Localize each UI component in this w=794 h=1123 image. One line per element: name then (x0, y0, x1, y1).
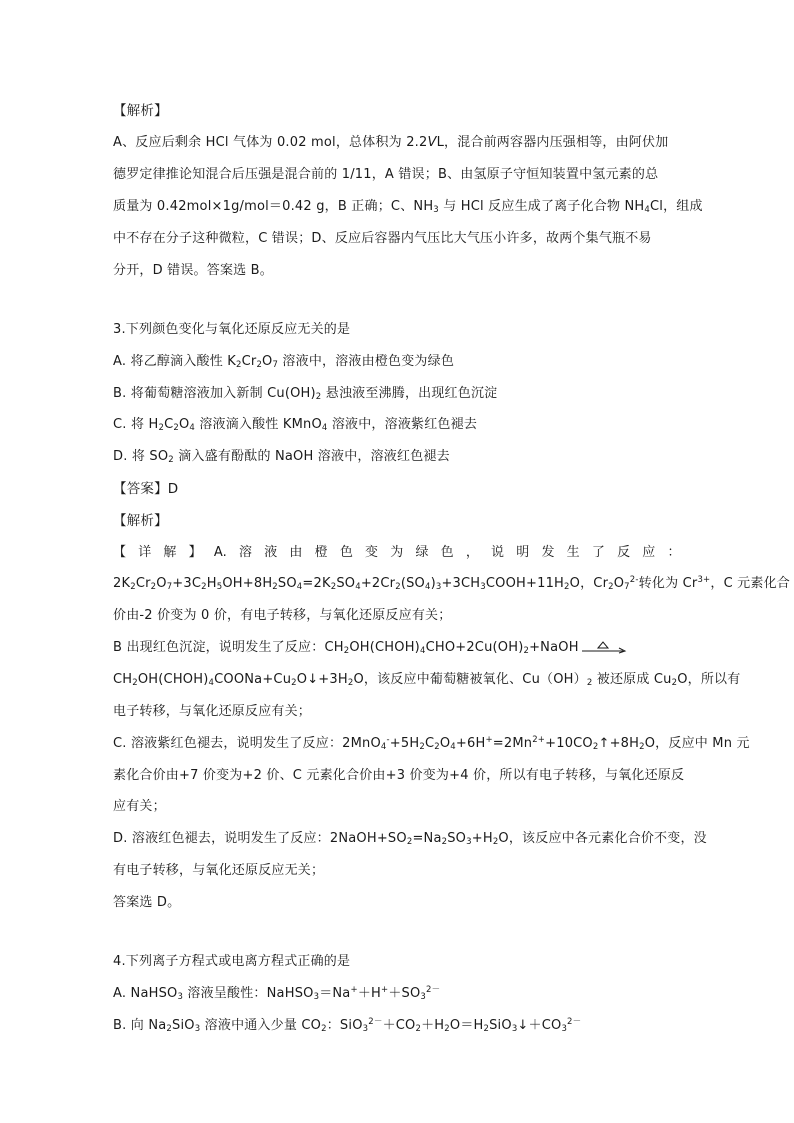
text-line-l16: 价由-2 价变为 0 价，有电子转移，与氧化还原反应有关； (113, 608, 452, 623)
text-line-l3: 德罗定律推论知混合后压强是混合前的 1/11，A 错误；B、由氢原子守恒知装置中氢元素的总 (113, 167, 659, 182)
text-line-detailed-analysis (113, 544, 681, 562)
text-line-l19: 电子转移，与氧化还原反应有关； (113, 704, 312, 719)
text-line-l17: B 出现红色沉淀，说明发生了反应：$CH_2OH(CHOH)_4CHO+2Cu(OH)_2+NaOH$ (113, 639, 627, 657)
justified-char: 了 (591, 545, 606, 560)
text-line-l18: $CH_2OH(CHOH)_4COONa+Cu_2O↓+3H_2O$，该反应中葡萄糖被氧化、$Cu(OH)_2$ 被还原成 $Cu_2O$，所以有 (113, 672, 741, 688)
justified-char: 色 (440, 545, 454, 560)
justified-char: 为 (390, 545, 404, 560)
text-line-l15: $2K_2Cr_2O_7+3C_2H_5OH+8H_2SO_4=2K_2SO_4+2Cr_2(SO_4)_3+3CH_3COOH+11H_2O$，$Cr_2O_7^{2-}$转化为 $Cr^{3+}$，C 元素化合 (113, 575, 790, 592)
justified-char: 解 (163, 545, 177, 560)
text-line-l12: 【答案】D (113, 481, 179, 497)
text-line-l4: 质量为 0.42mol×1g/mol＝0.42 g，B 正确；C、$NH_3$ 与 HCl 反应生成了离子化合物 $NH_4Cl$，组成 (113, 199, 703, 215)
text-line-l22: 应有关； (113, 799, 166, 814)
justified-char: 详 (138, 545, 152, 560)
text-line-l27: A. NaHSO$_3$ 溶液呈酸性：$NaHSO_3=Na^++H^++SO_3^{2-}$ (113, 985, 441, 1002)
justified-char: 】 (188, 545, 202, 560)
justified-char: 变 (365, 545, 379, 560)
text-line-l13: 【解析】 (113, 513, 168, 529)
text-line-l10: C. 将 $H_2C_2O_4$ 溶液滴入酸性 KMnO$_4$ 溶液中，溶液紫红色褪去 (113, 417, 478, 433)
text-line-l21: 素化合价由+7 价变为+2 价、C 元素化合价由+3 价变为+4 价，所以有电子转移，与氧化还原反 (113, 768, 685, 783)
justified-char: 生 (566, 545, 580, 560)
text-line-l2: A、反应后剩余 HCl 气体为 0.02 mol，总体积为 2.2VL，混合前两容器内压强相等，由阿伏加 (113, 135, 669, 150)
justified-char: ， (465, 545, 480, 560)
justified-char: 应 (642, 545, 656, 560)
justified-char: 由 (289, 545, 303, 560)
text-line-l1: 【解析】 (113, 103, 168, 119)
justified-char: A. (213, 545, 228, 560)
text-line-l8: A. 将乙醇滴入酸性 $K_2Cr_2O_7$ 溶液中，溶液由橙色变为绿色 (113, 354, 455, 370)
text-line-l24: 有电子转移，与氧化还原反应无关； (113, 863, 325, 878)
text-line-l23: D. 溶液红色褪去，说明发生了反应：$2NaOH+SO_2=Na_2SO_3+H_2O$，该反应中各元素化合价不变，没 (113, 831, 707, 847)
text-line-l20: C. 溶液紫红色褪去，说明发生了反应：$2MnO_4^-+5H_2C_2O_4+6H^+=2Mn^{2+}+10CO_2↑+8H_2O$，反应中 Mn 元 (113, 735, 750, 752)
justified-char: 溶 (239, 545, 253, 560)
justified-char: 橙 (314, 545, 328, 560)
justified-char: 色 (339, 545, 354, 560)
text-line-l11: D. 将 $SO_2$ 滴入盛有酚酞的 NaOH 溶液中，溶液红色褪去 (113, 449, 450, 465)
justified-char: 明 (516, 545, 530, 560)
text-line-l25: 答案选 D。 (113, 895, 181, 910)
justified-char: 绿 (415, 545, 429, 560)
justified-char: 【 (113, 545, 127, 560)
text-line-l28: B. 向 $Na_2SiO_3$ 溶液中通入少量 $CO_2$：$SiO_3^{2-}+CO_2+H_2O=H_2SiO_3↓+CO_3^{2-}$ (113, 1017, 582, 1034)
justified-char: ： (667, 545, 681, 560)
text-line-l26: 4.下列离子方程式或电离方程式正确的是 (113, 954, 351, 969)
text-line-l7: 3.下列颜色变化与氧化还原反应无关的是 (113, 322, 351, 337)
justified-char: 发 (541, 545, 555, 560)
justified-char: 反 (617, 545, 631, 560)
justified-char: 液 (264, 545, 278, 560)
text-line-l9: B. 将葡萄糖溶液加入新制 $Cu(OH)_2$ 悬浊液至沸腾，出现红色沉淀 (113, 386, 498, 402)
text-line-l5: 中不存在分子这种微粒，C 错误；D、反应后容器内气压比大气压小许多，故两个集气瓶不易 (113, 231, 652, 246)
text-line-l6: 分开，D 错误。答案选 B。 (113, 263, 273, 278)
justified-char: 说 (491, 545, 505, 560)
